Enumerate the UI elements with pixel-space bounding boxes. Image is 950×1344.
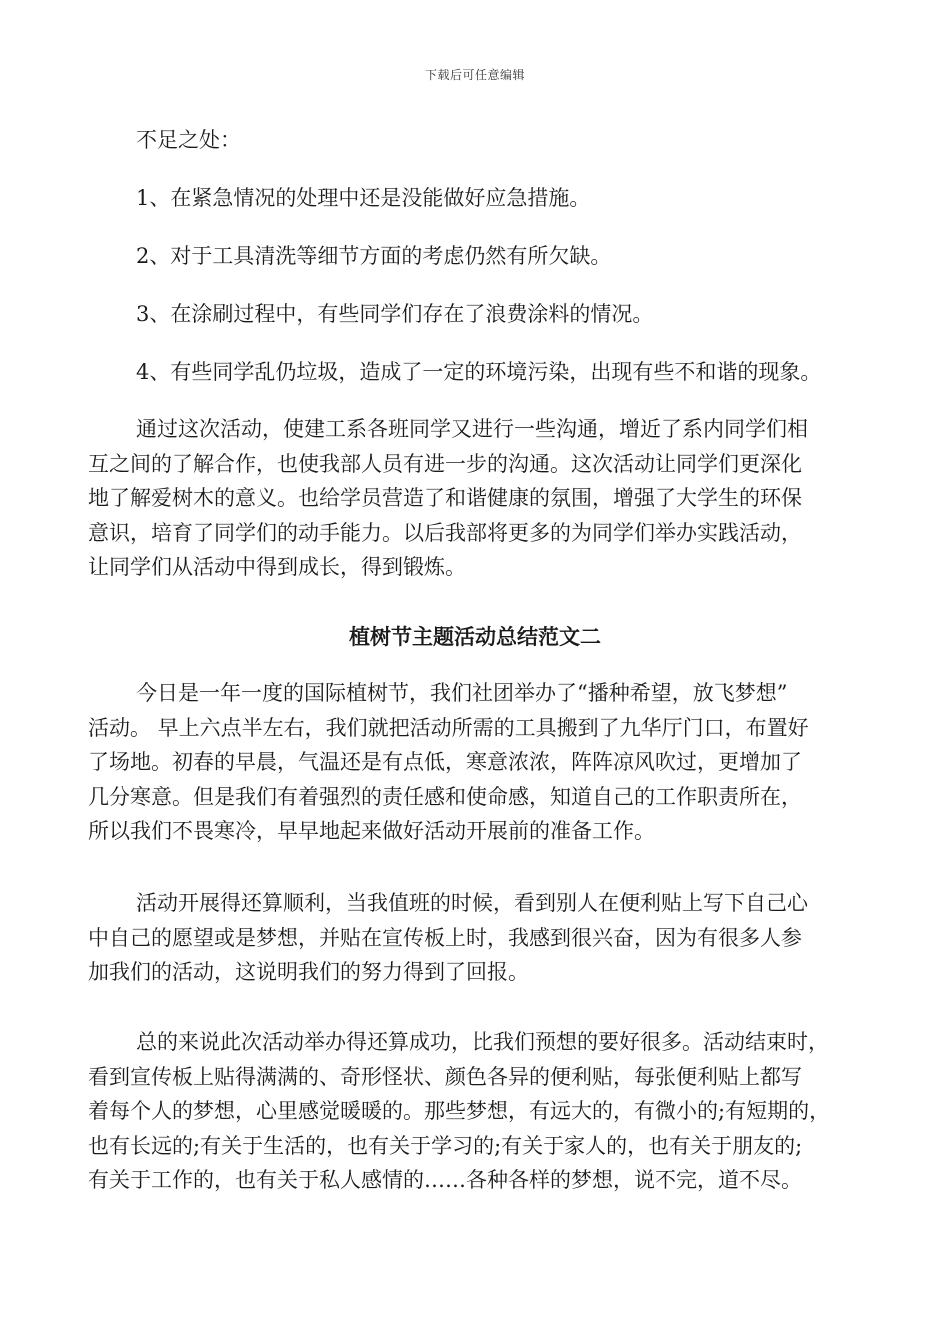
shortcoming-item-3: 3、在涂刷过程中，有些同学们存在了浪费涂料的情况。: [136, 302, 654, 326]
shortcoming-item-2: 2、对于工具清洗等细节方面的考虑仍然有所欠缺。: [136, 244, 612, 268]
page-header: 下载后可任意编辑: [424, 68, 525, 82]
shortcomings-heading: 不足之处：: [136, 128, 241, 152]
section-paragraph-1: 今日是一年一度的国际植树节，我们社团举办了“播种希望，放飞梦想” 活动。 早上六点半左右，我们就把活动所需的工具搬到了九华厅门口，布置好 了场地。初春的早晨，气温还是有点低，寒意浓浓，阵阵凉风吹过，更增加了 几分寒意。但是我们有着强烈的责任感和使命感，知道自己的工作职责所在， 所以我们不畏寒冷，早早地起来做好活动开展前的准备工作。: [88, 681, 809, 843]
section-paragraph-3: 总的来说此次活动举办得还算成功，比我们预想的要好很多。活动结束时， 看到宣传板上贴得满满的、奇形怪状、颜色各异的便利贴，每张便利贴上都写 着每个人的梦想，心里感觉暖暖的。那些梦想，有远大的，有微小的;有短期的， 也有长远的;有关于生活的，也有关于学习的;有关于家人的，也有关于朋友的; 有关于工作的，也有关于私人感情的……各种各样的梦想，说不完，道不尽。: [88, 1030, 831, 1192]
summary-paragraph: 通过这次活动，使建工系各班同学又进行一些沟通，增近了系内同学们相 互之间的了解合作，也使我部人员有进一步的沟通。这次活动让同学们更深化 地了解爱树木的意义。也给学员营造了和谐健康的氛围，增强了大学生的环保 意识，培育了同学们的动手能力。以后我部将更多的为同学们举办实践活动， 让同学们从活动中得到成长，得到锻炼。: [88, 417, 808, 579]
section-title: 植树节主题活动总结范文二: [349, 625, 601, 649]
shortcoming-item-1: 1、在紧急情况的处理中还是没能做好应急措施。: [136, 186, 591, 210]
shortcoming-item-4: 4、有些同学乱仍垃圾，造成了一定的环境污染，出现有些不和谐的现象。: [136, 360, 822, 384]
section-paragraph-2: 活动开展得还算顺利，当我值班的时候，看到别人在便利贴上写下自己心 中自己的愿望或是梦想，并贴在宣传板上时，我感到很兴奋，因为有很多人参 加我们的活动，这说明我们的努力得到了回报。: [88, 891, 808, 984]
